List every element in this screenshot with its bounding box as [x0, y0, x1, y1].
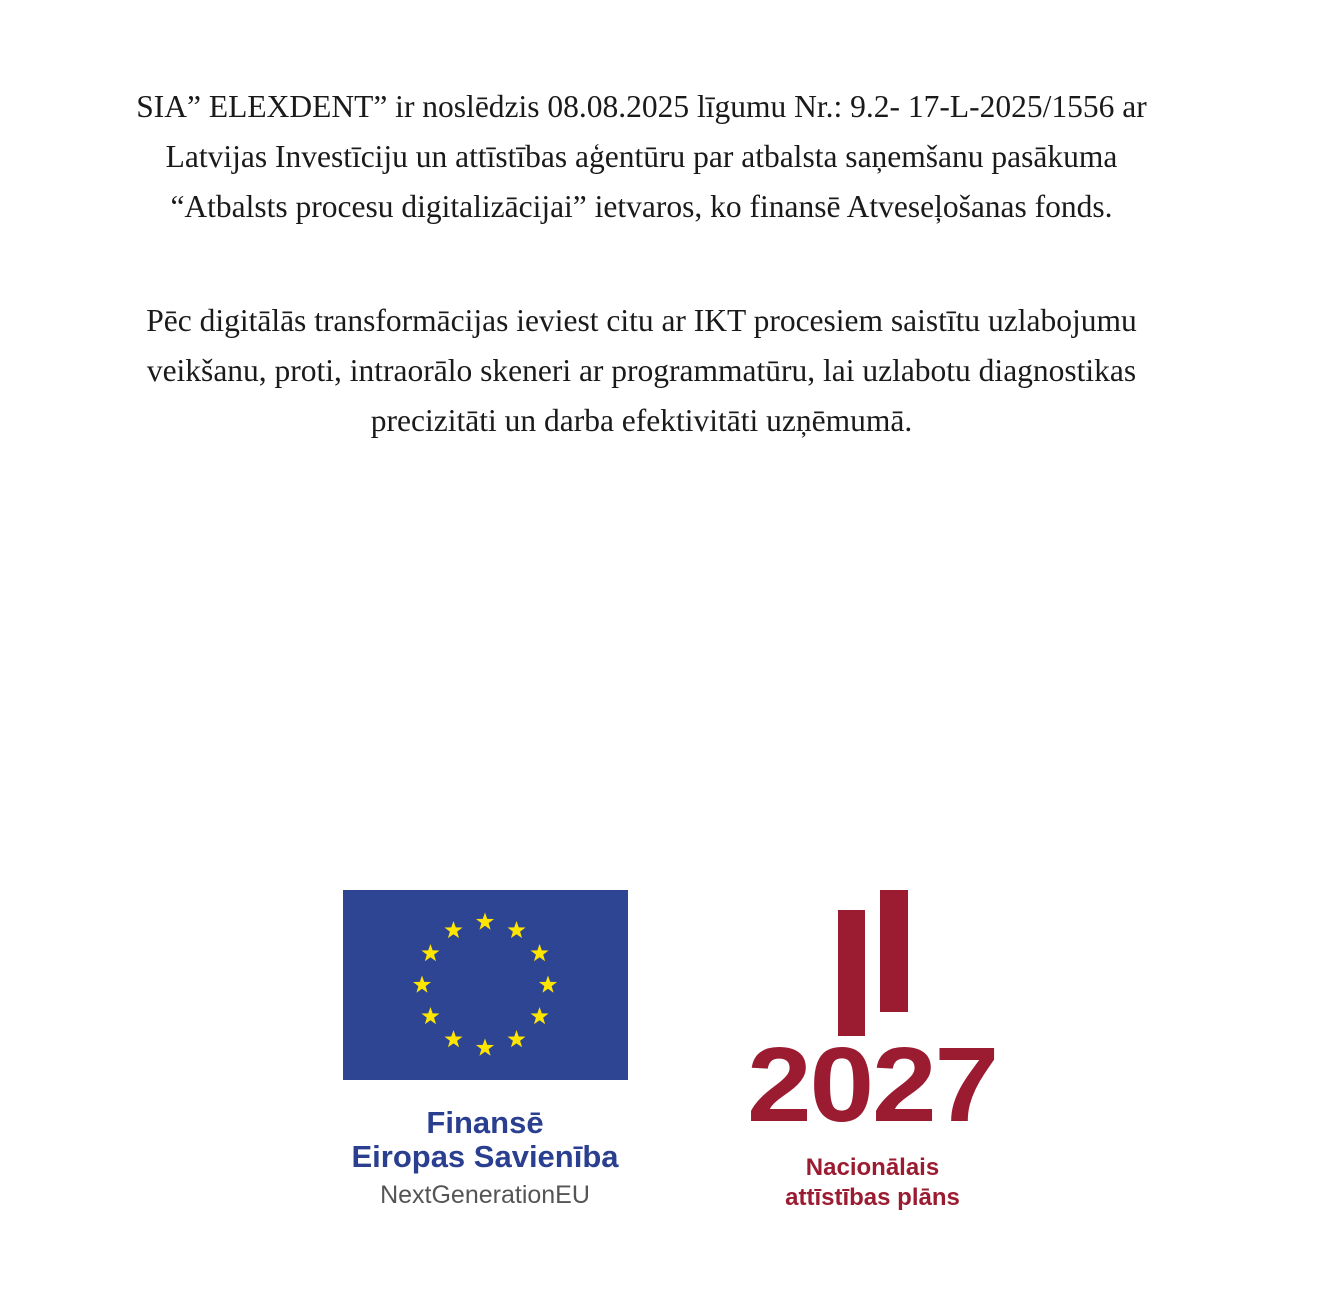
description-line: Pēc digitālās transformācijas ieviest citu ar IKT procesiem saistītu uzlabojumu [146, 303, 1137, 338]
project-description-paragraph [0, 296, 1283, 446]
announcement-line: “Atbalsts procesu digitalizācijai” ietvaros, ko finansē Atveseļošanas fonds. [170, 189, 1113, 224]
eu-flag-icon [343, 890, 628, 1080]
announcement-line: Latvijas Investīciju un attīstības aģentūru par atbalsta saņemšanu pasākuma [165, 139, 1118, 174]
description-line: precizitāti un darba efektivitāti uzņēmumā. [370, 403, 913, 438]
nap-bar-left [838, 910, 865, 1036]
eu-funding-label: Finansē [426, 1105, 544, 1140]
nap-bar-right [880, 890, 908, 1012]
nap-title-line1: Nacionālais [805, 1154, 940, 1181]
next-generation-eu-label: NextGenerationEU [380, 1181, 590, 1209]
nap-title-line2: attīstības plāns [785, 1184, 960, 1211]
eu-name-label: Eiropas Savienība [351, 1139, 619, 1174]
nap-2027-logo-icon [740, 885, 1010, 1150]
nap-year-text: 2027 [747, 1026, 997, 1144]
announcement-line: SIA” ELEXDENT” ir noslēdzis 08.08.2025 līgumu Nr.: 9.2- 17-L-2025/1556 ar [136, 89, 1147, 124]
description-line: veikšanu, proti, intraorālo skeneri ar programmatūru, lai uzlabotu diagnostikas [146, 353, 1137, 388]
contract-announcement-paragraph [0, 82, 1283, 232]
